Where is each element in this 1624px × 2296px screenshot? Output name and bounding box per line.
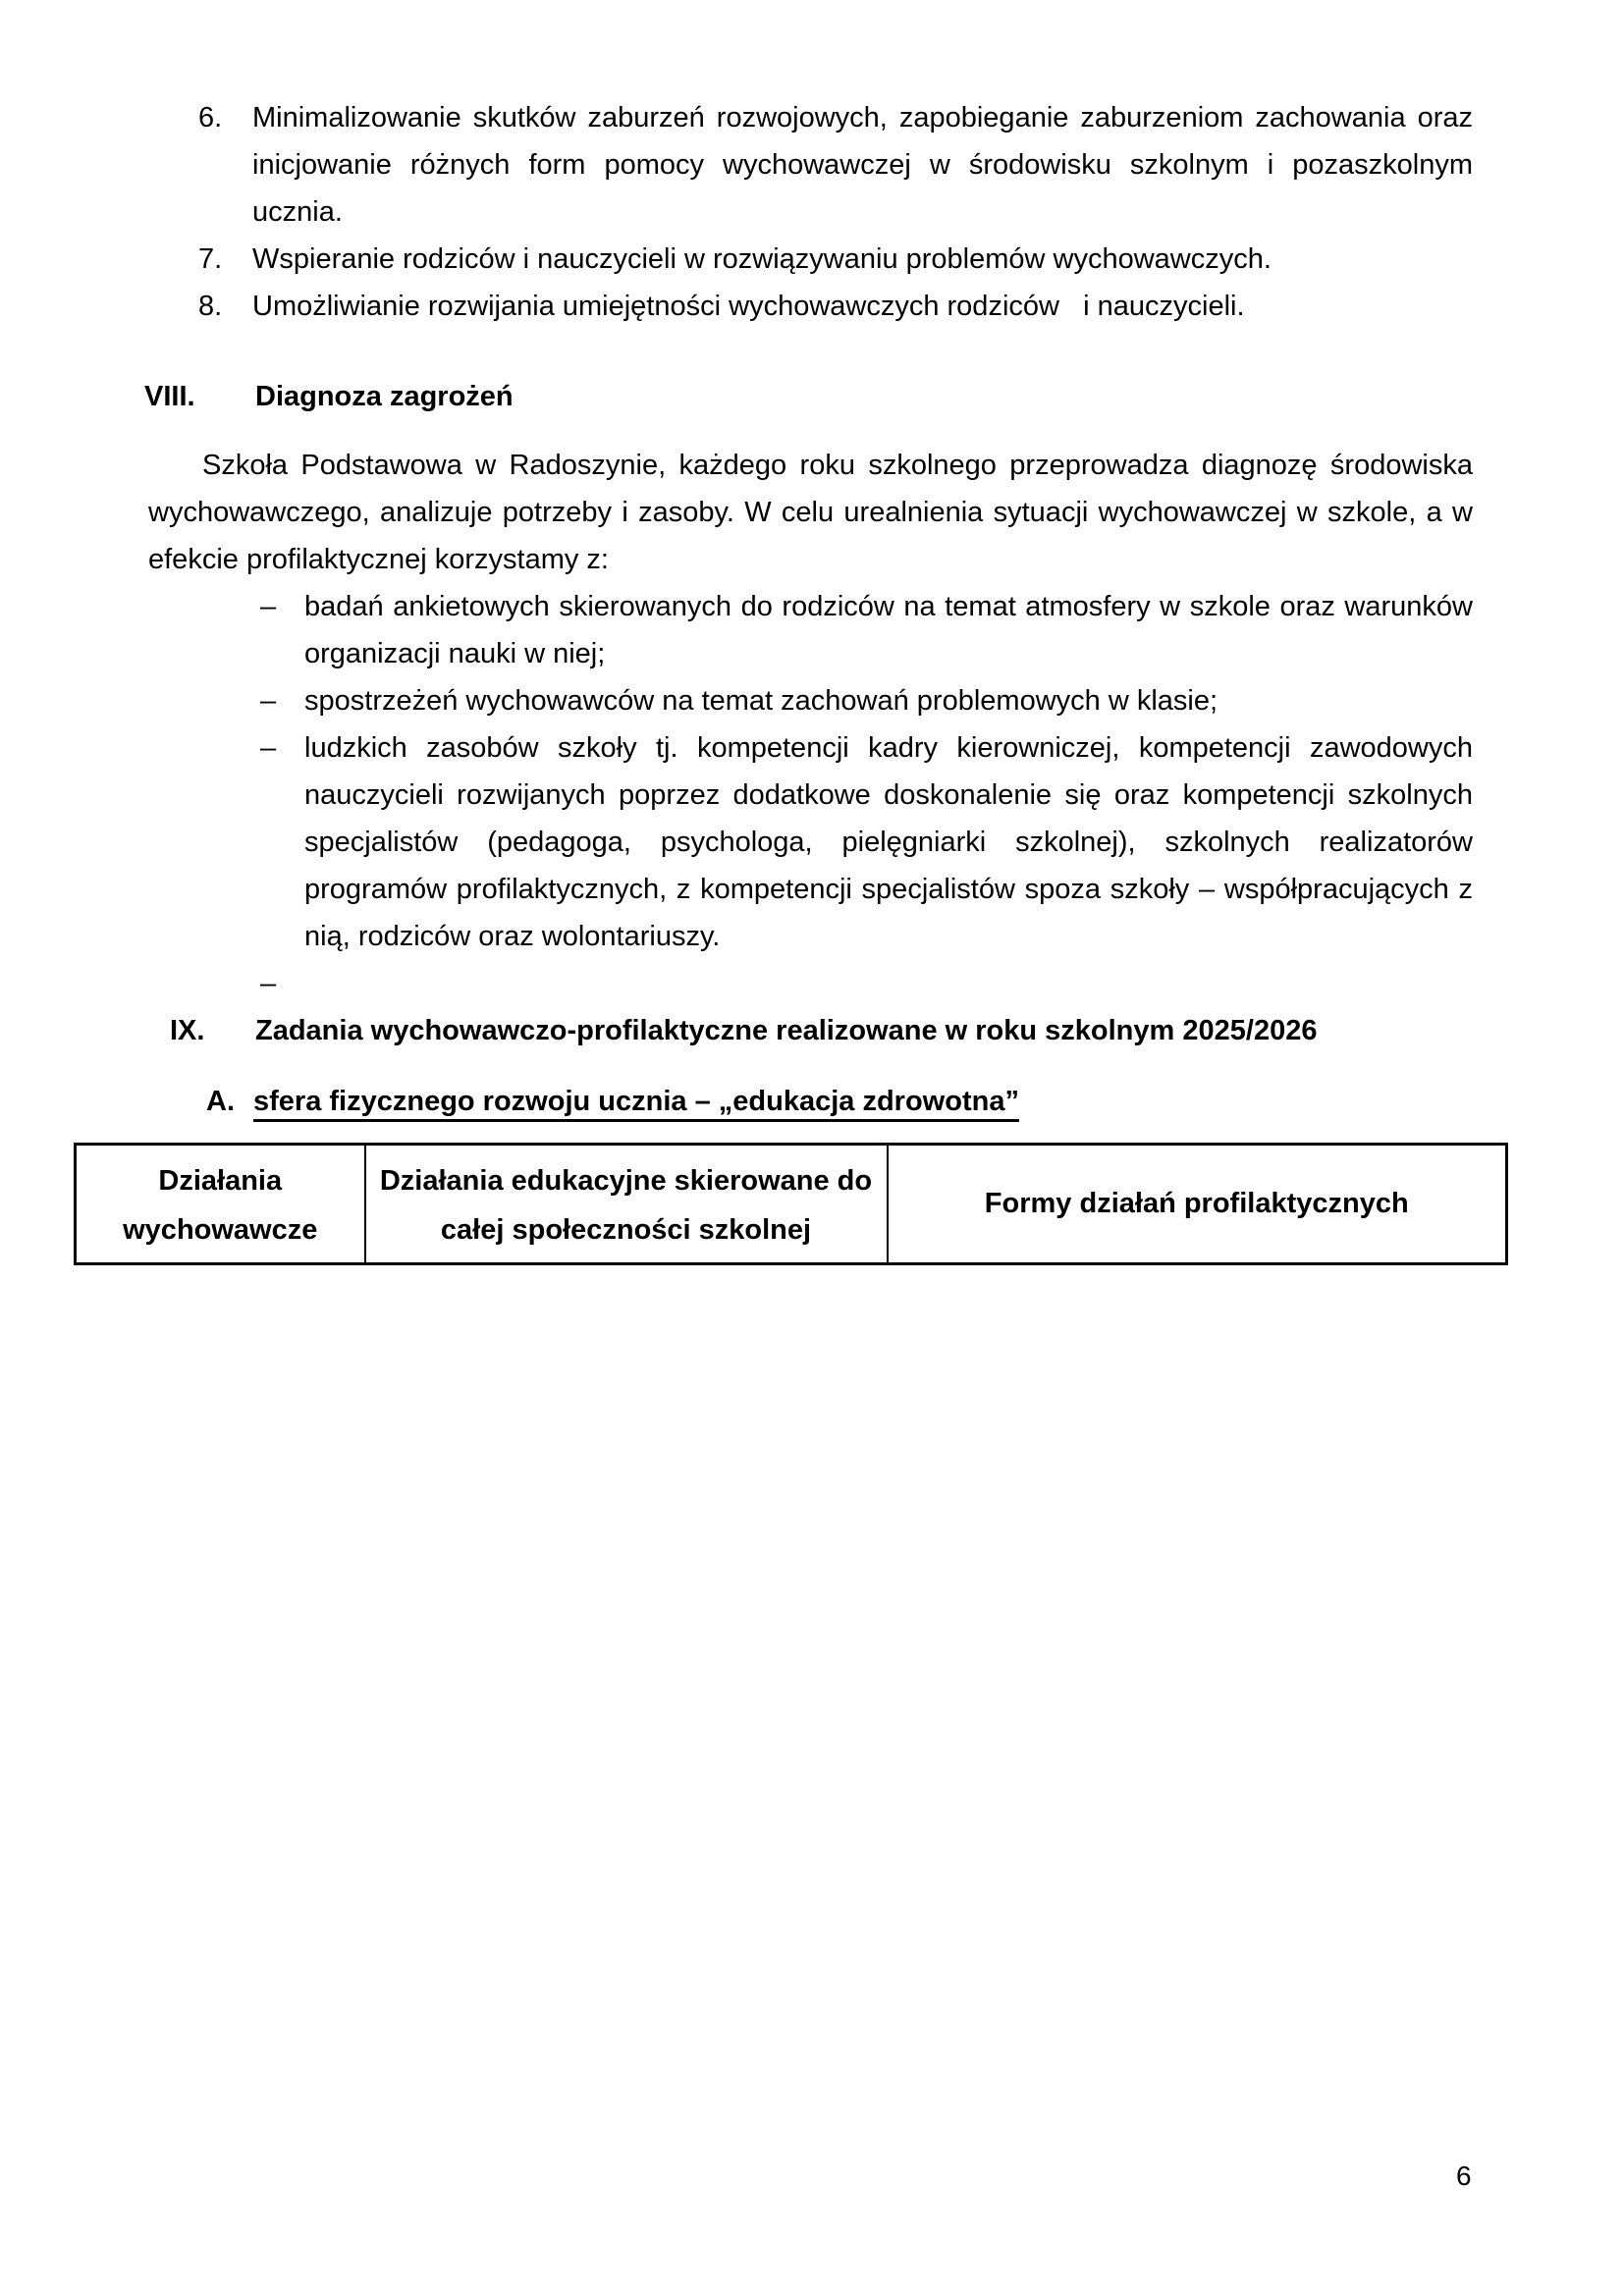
section-viii-paragraph: Szkoła Podstawowa w Radoszynie, każdego roku szkolnego przeprowadza diagnozę środowiska wychowawczego, analizuje potrzeby i zasoby. W celu urealnienia sytuacji wychowawczej w szkole, a w efekcie profilaktycznej korzystamy z: <box>148 450 1473 575</box>
dash-item-text: spostrzeżeń wychowawców na temat zachowań problemowych w klasie; <box>304 685 1218 717</box>
table-header-formy-dzialan: Formy działań profilaktycznych <box>888 1145 1507 1264</box>
section-ix-heading <box>170 1007 1624 1054</box>
section-viii-heading <box>144 373 1624 420</box>
section-number: VIII. <box>144 381 195 412</box>
dash-list-item <box>260 724 1473 960</box>
numbered-list <box>198 94 1482 330</box>
subsection-title <box>253 1078 1019 1125</box>
list-item <box>198 94 1482 236</box>
list-item <box>198 236 1473 283</box>
page-number: 6 <box>1456 2161 1472 2191</box>
subsection-letter: A. <box>206 1086 235 1117</box>
table-header-row <box>76 1145 1507 1264</box>
list-item <box>198 283 1473 330</box>
dash-item-text: ludzkich zasobów szkoły tj. kompetencji kadry kierowniczej, kompetencji zawodowych nauczycieli rozwijanych poprzez dodatkowe doskonalenie się oraz kompetencji szkolnych specjalistów (pedagoga, psychologa, pielęgniarki szkolnej), szkolnych realizatorów programów profilaktycznych, z kompetencji specjalistów spoza szkoły – współpracujących z nią, rodziców oraz wolontariuszy. <box>304 732 1473 952</box>
section-number: IX. <box>170 1015 205 1046</box>
list-item-number: 8. <box>198 291 223 322</box>
dash-list <box>260 583 1473 1007</box>
table-header-dzialania-wychowawcze: Działania wychowawcze <box>76 1145 365 1264</box>
list-item-number: 7. <box>198 243 223 275</box>
subsection-a-heading <box>206 1078 1624 1125</box>
dash-marker: – <box>260 591 277 622</box>
table-header-dzialania-edukacyjne: Działania edukacyjne skierowane do całej społeczności szkolnej <box>365 1145 888 1264</box>
dash-item-text: badań ankietowych skierowanych do rodziców na temat atmosfery w szkole oraz warunków organizacji nauki w niej; <box>304 591 1473 669</box>
dash-list-item-empty <box>260 960 1473 1007</box>
dash-item-text <box>304 960 1473 1007</box>
dash-list-item <box>260 677 1473 724</box>
dash-marker: – <box>260 968 277 999</box>
subsection-title-text: sfera fizycznego rozwoju ucznia – „edukacja zdrowotna” <box>253 1086 1019 1122</box>
dash-marker: – <box>260 732 277 764</box>
dash-marker: – <box>260 685 277 717</box>
list-item-text: Umożliwianie rozwijania umiejętności wychowawczych rodziców i nauczycieli. <box>252 291 1245 322</box>
dash-list-item <box>260 583 1473 677</box>
prevention-actions-table <box>74 1143 1508 1265</box>
list-item-text: Wspieranie rodziców i nauczycieli w rozwiązywaniu problemów wychowawczych. <box>252 243 1272 275</box>
section-title: Diagnoza zagrożeń <box>255 381 514 412</box>
list-item-number: 6. <box>198 102 223 133</box>
list-item-text: Minimalizowanie skutków zaburzeń rozwojowych, zapobieganie zaburzeniom zachowania oraz inicjowanie różnych form pomocy wychowawczej w środowisku szkolnym i pozaszkolnym ucznia. <box>252 102 1482 228</box>
section-title: Zadania wychowawczo-profilaktyczne realizowane w roku szkolnym 2025/2026 <box>255 1015 1318 1046</box>
